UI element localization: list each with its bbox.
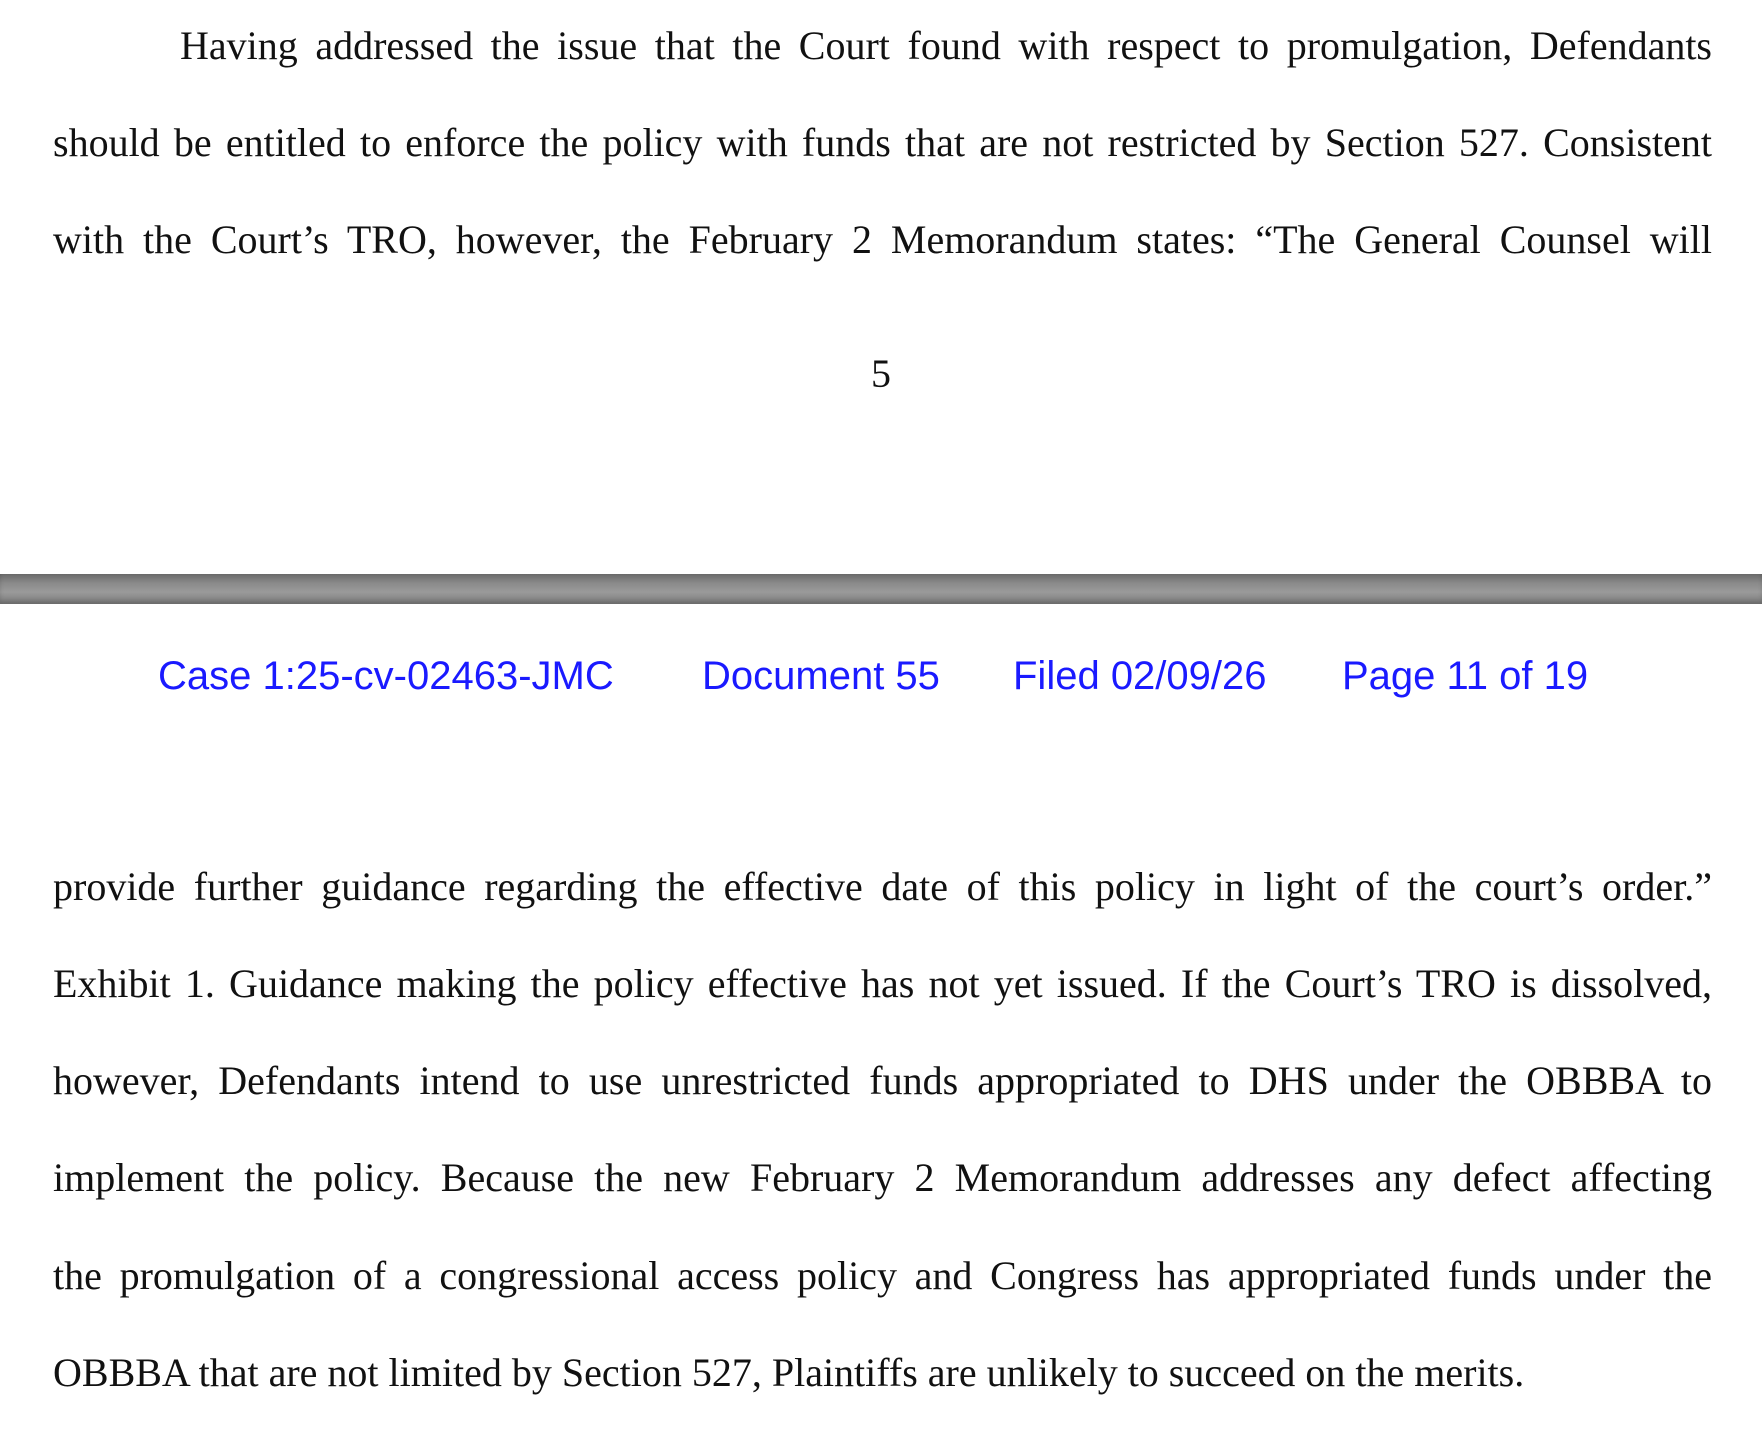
body-text-line: however, Defendants intend to use unrestricted funds appropriated to DHS under the OBBBA to	[53, 1058, 1712, 1103]
body-text-line: with the Court’s TRO, however, the February 2 Memorandum states: “The General Counsel will	[53, 217, 1712, 262]
body-text-line: the promulgation of a congressional access policy and Congress has appropriated funds under the	[53, 1253, 1712, 1298]
case-number: Case 1:25-cv-02463-JMC	[158, 654, 614, 698]
document-number: Document 55	[702, 654, 940, 698]
page-separator	[0, 574, 1762, 604]
body-text-line: provide further guidance regarding the effective date of this policy in light of the court’s order.”	[53, 864, 1712, 909]
body-text-line: OBBBA that are not limited by Section 527, Plaintiffs are unlikely to succeed on the merits.	[53, 1350, 1525, 1395]
document-page-current	[0, 604, 1762, 1440]
filed-date: Filed 02/09/26	[1013, 654, 1267, 698]
body-text-line: should be entitled to enforce the policy with funds that are not restricted by Section 527. Consistent	[53, 120, 1712, 165]
case-header	[0, 648, 1762, 704]
body-text-line: implement the policy. Because the new February 2 Memorandum addresses any defect affecting	[53, 1155, 1712, 1200]
body-text-line: Having addressed the issue that the Court found with respect to promulgation, Defendants	[180, 23, 1712, 68]
document-page-previous	[0, 0, 1762, 574]
body-text-line: Exhibit 1. Guidance making the policy effective has not yet issued. If the Court’s TRO is dissolved,	[53, 961, 1712, 1006]
page-indicator: Page 11 of 19	[1342, 654, 1589, 698]
page-number: 5	[871, 351, 891, 396]
